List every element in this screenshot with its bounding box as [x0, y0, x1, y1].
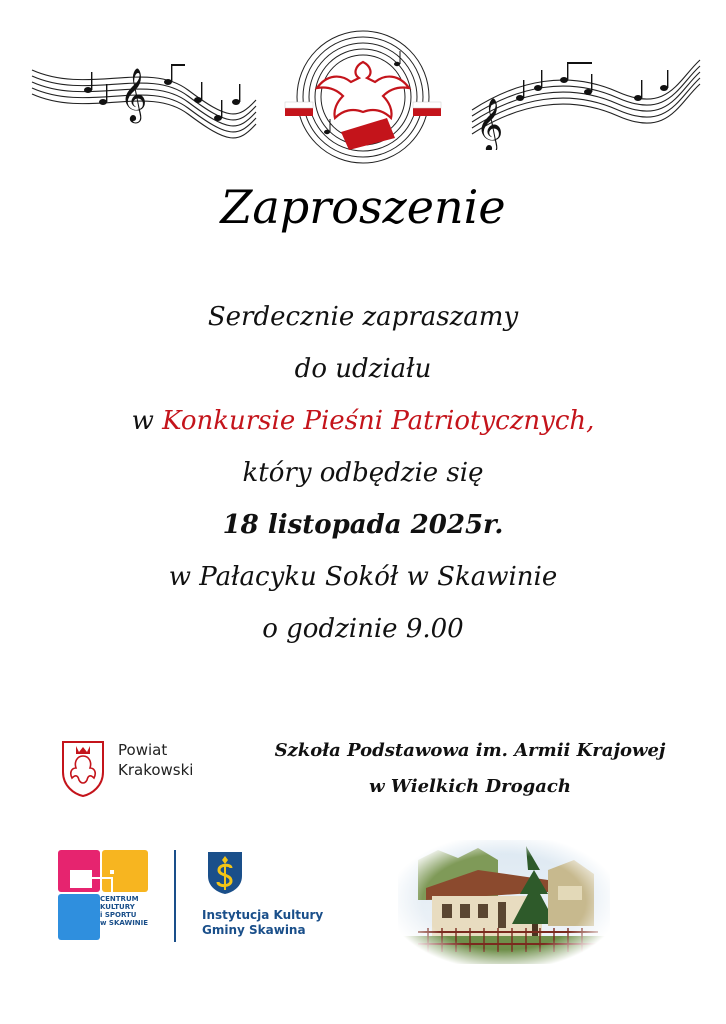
invitation-line-2: do udziału [294, 354, 432, 384]
logo-divider [174, 850, 176, 942]
school-name [260, 733, 680, 805]
ck-line-4: w SKAWINIE [100, 919, 149, 927]
svg-text:𝄞: 𝄞 [120, 67, 148, 121]
eagle-music-emblem-icon [283, 22, 443, 172]
music-staff-left-icon [28, 40, 258, 150]
powiat-line-2: Krakowski [118, 761, 194, 779]
ck-line-1: CENTRUM [100, 895, 139, 903]
invitation-line-4: który odbędzie się [242, 458, 484, 488]
school-line-1: Szkoła Podstawowa im. Armii Krajowej [274, 740, 666, 761]
event-date: 18 listopada 2025r. [222, 510, 504, 540]
iks-line-2: Gminy Skawina [202, 923, 306, 937]
gmina-skawina-crest-icon [206, 850, 244, 896]
music-staff-right-icon [468, 40, 703, 150]
instytucja-kultury-text [202, 908, 352, 938]
invitation-line-1: Serdecznie zapraszamy [207, 302, 519, 332]
centrum-kultury-text [100, 895, 160, 927]
page-title: Zaproszenie [220, 180, 506, 234]
contest-name: Konkursie Pieśni Patriotycznych, [162, 406, 595, 436]
powiat-line-1: Powiat [118, 741, 168, 759]
invitation-line-3-prefix: w [131, 406, 163, 436]
invitation-line-3 [0, 406, 726, 436]
event-venue: w Pałacyku Sokół w Skawinie [168, 562, 558, 592]
ck-line-2: KULTURY [100, 903, 135, 911]
ck-line-3: i SPORTU [100, 911, 137, 919]
school-line-2: w Wielkich Drogach [369, 776, 571, 797]
event-time: o godzinie 9.00 [262, 614, 464, 644]
powiat-krakowski-label [118, 740, 238, 780]
svg-text:𝄞: 𝄞 [476, 97, 504, 150]
powiat-krakowski-crest-icon [60, 738, 106, 798]
school-building-photo [398, 840, 610, 964]
iks-line-1: Instytucja Kultury [202, 908, 324, 922]
